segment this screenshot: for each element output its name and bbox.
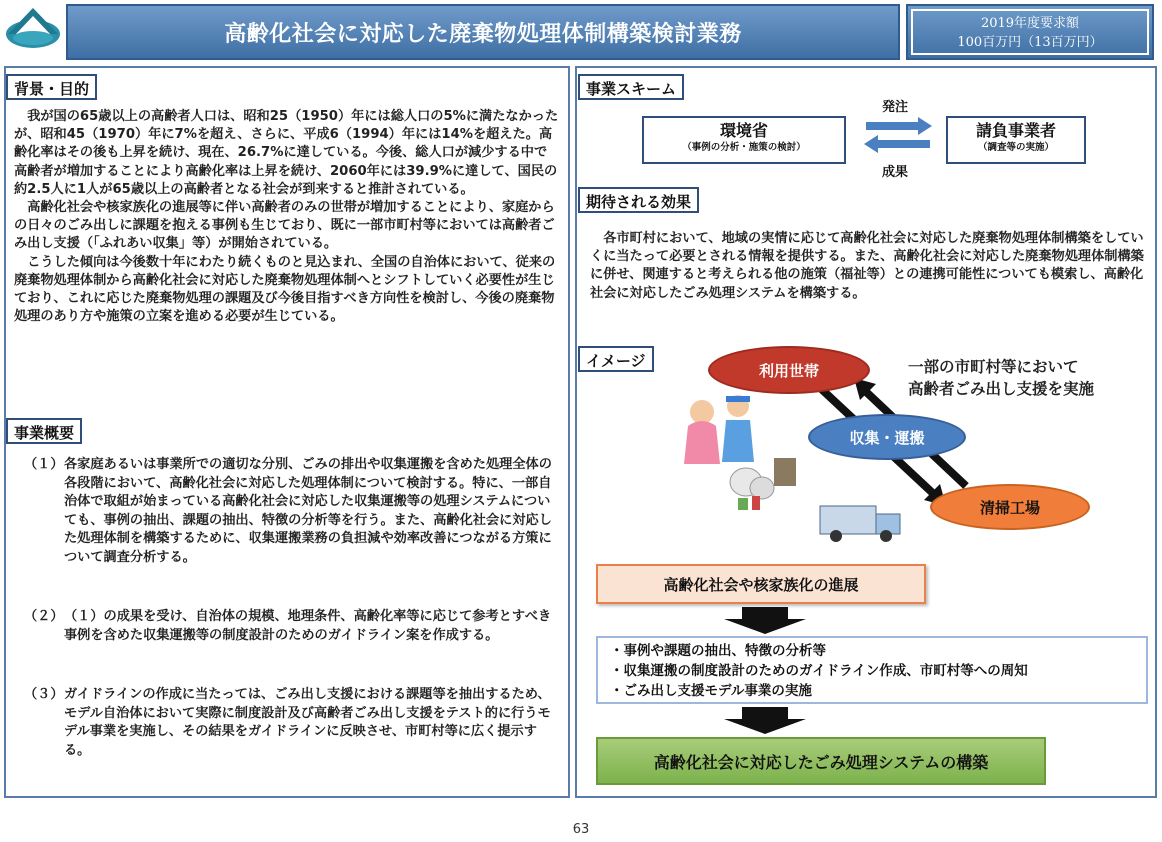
contractor-role: （調査等の実施） (977, 142, 1054, 153)
order-label: 発注 (882, 100, 909, 115)
budget-box (906, 4, 1154, 60)
ministry-role: （事例の分析・施策の検討） (682, 142, 806, 153)
scheme-label: 事業スキーム (578, 74, 684, 100)
overview-item-1: （１） 各家庭あるいは事業所での適切な分別、ごみの排出や収集運搬を含めた処理全体の各段階において、高齢化社会に対応した処理体制について検討する。特に、一部自治体で取組が始まっている高齢化社会に対応した収集運搬等の処理システムについても、事例の抽出、課題の抽出、特徴の分析等を行う。また、高齢化社会に対応した処理体制を構築するために、収集運搬業務の負担減や効率改善につながる方策について調査分析する。 (24, 457, 552, 565)
flow-step-aging: 高齢化社会や核家族化の進展 (596, 564, 926, 604)
action-item: ・収集運搬の制度設計のためのガイドライン作成、市町村等への周知 (610, 663, 1028, 679)
page-number: 63 (572, 822, 590, 837)
overview-label: 事業概要 (6, 418, 82, 444)
contractor-box (946, 116, 1086, 164)
ministry-logo (4, 4, 62, 56)
budget-amount: 100百万円（13百万円） (957, 35, 1103, 50)
overview-item-3: （３） ガイドラインの作成に当たっては、ごみ出し支援における課題等を抽出するため、モデル自治体において実際に制度設計及び高齢者ごみ出し支援をテスト的に行うモデル事業を実施し、その結果をガイドラインに反映させ、市町村等に広く提示する。 (24, 687, 551, 758)
budget-year: 2019年度要求額 (980, 16, 1080, 31)
flow-step-actions (596, 636, 1148, 704)
ministry-name: 環境省 (719, 121, 768, 140)
background-paragraph: 高齢化社会や核家族化の進展等に伴い高齢者のみの世帯が増加することにより、家庭からの日々のごみ出しに課題を抱える事例も生じており、既に一部市町村等においては高齢者ごみ出し支援（「ふれあい収集」等）が開始されている。 (14, 200, 555, 252)
image-label: イメージ (578, 346, 654, 372)
scheme-arrows-icon (860, 116, 936, 156)
effects-label: 期待される効果 (578, 187, 699, 213)
collection-ellipse: 収集・運搬 (808, 414, 966, 460)
action-item: ・事例や課題の抽出、特徴の分析等 (610, 643, 826, 659)
flow-step-goal: 高齢化社会に対応したごみ処理システムの構築 (596, 737, 1046, 785)
down-arrow-icon (720, 607, 810, 635)
page-title: 高齢化社会に対応した廃棄物処理体制構築検討業務 (66, 4, 900, 60)
plant-ellipse: 清掃工場 (930, 484, 1090, 530)
background-label: 背景・目的 (6, 74, 97, 100)
background-paragraph: こうした傾向は今後数十年にわたり続くものと見込まれ、全国の自治体において、従来の廃棄物処理体制から高齢化社会に対応した廃棄物処理体制へとシフトしていく必要性が生じており、これに応じた廃棄物処理の課題及び今後目指すべき方向性を検討し、今後の廃棄物処理のあり方や施策の立案を進める必要が生じている。 (14, 254, 556, 325)
elderly-support-illustration (680, 392, 800, 512)
contractor-name: 請負事業者 (975, 121, 1056, 140)
household-ellipse: 利用世帯 (708, 346, 870, 394)
support-note: 一部の市町村等において 高齢者ごみ出し支援を実施 (908, 358, 1095, 398)
background-paragraph: 我が国の65歳以上の高齢者人口は、昭和25（1950）年には総人口の5%に満たなかったが、昭和45（1970）年に7%を超え、さらに、平成6（1994）年には14%を超えた。高齢化率はその後も上昇を続け、現在、26.7%に達している。今後、総人口が減少する中で高齢者が増加することにより高齢化率は上昇を続け、2060年には39.9%に達して、国民の約2.5人に1人が65歳以上の高齢者となる社会が到来すると推計されている。 (14, 109, 559, 197)
ministry-box (642, 116, 846, 164)
down-arrow-icon (720, 707, 810, 735)
result-label: 成果 (882, 165, 909, 180)
effects-text: 各市町村において、地域の実情に応じて高齢化社会に対応した廃棄物処理体制構築をしていくに当たって必要とされる情報を提供する。また、高齢化社会に対応した廃棄物処理体制構築に併せ、関連すると考えられる他の施策（福祉等）との連携可能性についても模索し、高齢化社会に対応したごみ処理システムを構築する。 (590, 231, 1144, 301)
background-text (14, 108, 560, 326)
garbage-truck-icon (816, 498, 906, 544)
overview-item-2: （２） （１）の成果を受け、自治体の規模、地理条件、高齢化率等に応じて参考とすべき事例を含めた収集運搬等の制度設計のためのガイドライン案を作成する。 (24, 609, 552, 643)
action-item: ・ごみ出し支援モデル事業の実施 (610, 683, 812, 699)
